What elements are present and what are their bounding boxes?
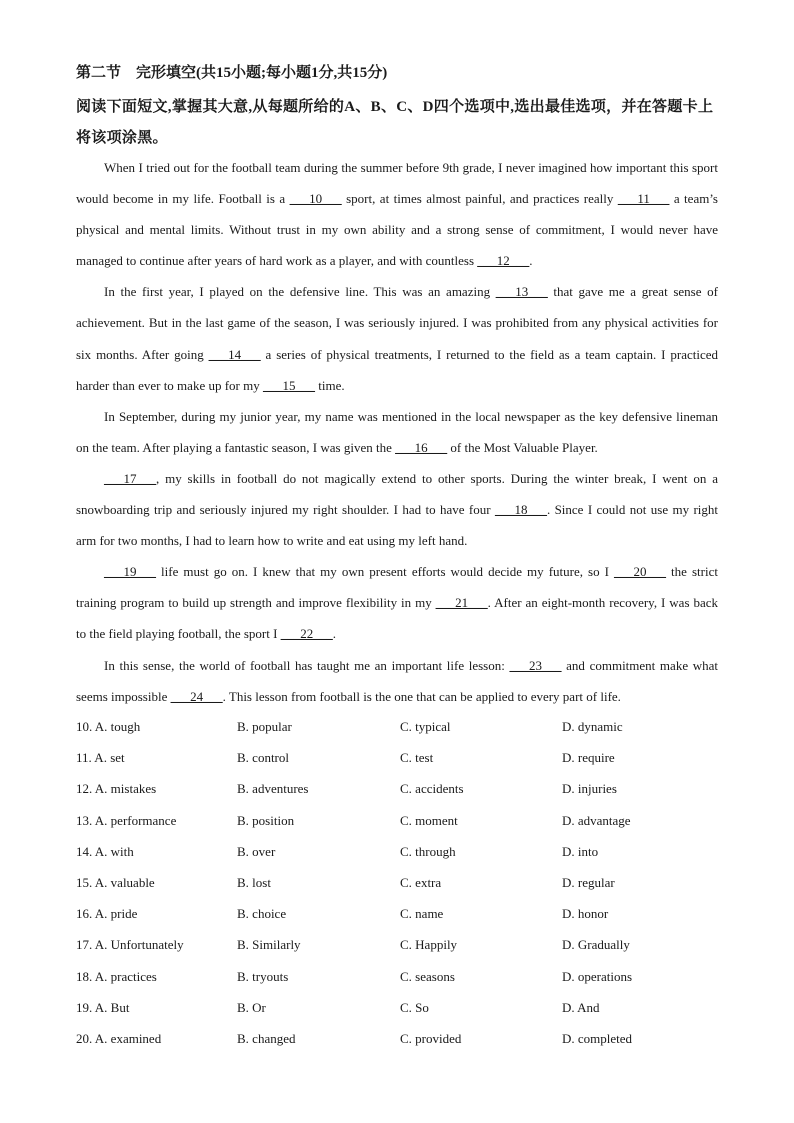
answer-choice[interactable]: C. seasons: [400, 968, 455, 984]
answer-choice[interactable]: B. popular: [237, 719, 292, 734]
passage-text: a series of physical treatments, I returned to the field as a team captain. I practiced harder than ever to make up for my: [76, 346, 718, 393]
passage-text: .: [529, 253, 533, 269]
passage-text: In this sense, the world of football has taught me an important life lesson:: [104, 657, 510, 673]
passage-text: and commitment make what seems impossible: [76, 657, 719, 704]
passage-text: time.: [314, 377, 345, 393]
section-instructions: 阅读下面短文,掌握其大意,从每题所给的A、B、C、D四个选项中,选出最佳选项，并在答题卡上将该项涂黑。: [76, 99, 714, 146]
passage-text: In September, during my junior year, my name was mentioned in the local newspaper as the key defensive lineman on the team. After playing a fantastic season, I was given the: [76, 408, 718, 455]
option-row: [76, 743, 726, 774]
answer-choice[interactable]: 12. A. mistakes: [76, 781, 157, 797]
answer-choice[interactable]: C. Happily: [400, 937, 458, 953]
passage-text: life must go on. I knew that my own present efforts would decide my future, so I: [156, 564, 615, 580]
option-row: [76, 774, 726, 805]
answer-choice[interactable]: B. adventures: [237, 781, 309, 797]
answer-choice[interactable]: D. require: [562, 750, 615, 766]
answer-choice[interactable]: 17. A. Unfortunately: [76, 937, 184, 953]
passage-paragraph: [76, 152, 718, 276]
answer-choice[interactable]: B. over: [237, 843, 276, 859]
answer-choice[interactable]: C. typical: [400, 719, 451, 734]
option-row: [76, 1024, 726, 1055]
answer-choice[interactable]: B. Or: [237, 999, 266, 1015]
cloze-blank[interactable]: ___12___: [477, 253, 530, 269]
answer-choice[interactable]: D. dynamic: [562, 719, 623, 734]
cloze-blank[interactable]: ___18___: [494, 502, 547, 518]
passage-text: In the first year, I played on the defensive line. This was an amazing: [104, 284, 496, 300]
cloze-blank[interactable]: ___13___: [495, 284, 548, 300]
answer-choice[interactable]: 11. A. set: [76, 750, 125, 766]
cloze-passage: [76, 152, 718, 712]
passage-text: a team’s physical and mental limits. Without trust in my own ability and a strong sense of commitment, I would never have managed to continue after years of hard work as a player, and with countless: [76, 191, 718, 269]
answer-choice[interactable]: D. And: [562, 999, 600, 1015]
option-row: [76, 993, 726, 1024]
option-row: [76, 962, 726, 993]
passage-text: sport, at times almost painful, and practices really: [341, 191, 618, 207]
cloze-blank[interactable]: ___17___: [104, 470, 156, 486]
answer-choice[interactable]: D. honor: [562, 906, 609, 922]
passage-text: .: [332, 626, 336, 642]
cloze-blank[interactable]: ___24___: [170, 688, 223, 704]
passage-text: of the Most Valuable Player.: [447, 439, 598, 455]
answer-choice[interactable]: C. extra: [400, 874, 442, 890]
answer-choice[interactable]: B. lost: [237, 874, 271, 890]
answer-choice[interactable]: 10. A. tough: [76, 719, 141, 734]
cloze-blank[interactable]: ___21___: [435, 595, 488, 611]
answer-choice[interactable]: B. changed: [237, 1030, 296, 1046]
cloze-blank[interactable]: ___10___: [289, 191, 342, 207]
answer-choice[interactable]: D. completed: [562, 1030, 633, 1046]
cloze-blank[interactable]: ___14___: [208, 346, 261, 362]
passage-text: . This lesson from football is the one that can be applied to every part of life.: [222, 688, 621, 704]
answer-choice[interactable]: 19. A. But: [76, 999, 130, 1015]
answer-choice[interactable]: C. through: [400, 843, 456, 859]
option-row: [76, 930, 726, 961]
answer-choice[interactable]: C. test: [400, 750, 434, 766]
passage-text: the strict training program to build up strength and improve flexibility in my: [76, 564, 718, 611]
answer-choice[interactable]: B. Similarly: [237, 937, 301, 953]
answer-choice[interactable]: D. regular: [562, 874, 615, 890]
section-heading: 第二节 完形填空(共15小题;每小题1分,共15分): [76, 65, 388, 81]
answer-choice[interactable]: 18. A. practices: [76, 968, 157, 984]
answer-choice[interactable]: D. injuries: [562, 781, 617, 797]
cloze-blank[interactable]: ___16___: [395, 439, 448, 455]
answer-choice[interactable]: 13. A. performance: [76, 812, 177, 828]
answer-choice[interactable]: D. advantage: [562, 812, 631, 828]
option-row: [76, 806, 726, 837]
passage-text: , my skills in football do not magically extend to other sports. During the winter break, I went on a snowboarding trip and seriously injured my right shoulder. I had to have four: [76, 470, 718, 518]
passage-text: . Since I could not use my right arm for two months, I had to learn how to write and eat using my left hand.: [76, 502, 718, 549]
cloze-blank[interactable]: ___19___: [104, 564, 156, 580]
answer-choice[interactable]: C. So: [400, 999, 429, 1015]
answer-choice[interactable]: 15. A. valuable: [76, 874, 155, 890]
answer-choice[interactable]: D. operations: [562, 968, 633, 984]
passage-text: . After an eight-month recovery, I was back to the field playing football, the sport I: [76, 595, 718, 642]
option-row: [76, 712, 726, 743]
answer-choice[interactable]: C. accidents: [400, 781, 464, 797]
passage-paragraph: [76, 276, 718, 400]
answer-choice[interactable]: B. control: [237, 750, 289, 766]
cloze-blank[interactable]: ___20___: [614, 564, 667, 580]
answer-choice[interactable]: C. provided: [400, 1030, 462, 1046]
answer-choice[interactable]: B. choice: [237, 906, 287, 922]
answer-choice[interactable]: C. moment: [400, 812, 458, 828]
passage-paragraph: [76, 556, 718, 649]
answer-choice[interactable]: 14. A. with: [76, 843, 134, 859]
passage-text: that gave me a great sense of achievement. But in the last game of the season, I was seriously injured. I was prohibited from any physical activities for six months. After going: [76, 284, 718, 362]
passage-paragraph: [76, 463, 718, 556]
answer-choice[interactable]: 16. A. pride: [76, 906, 138, 922]
passage-paragraph: [76, 650, 718, 712]
answer-choice[interactable]: B. position: [237, 812, 295, 828]
answer-choice[interactable]: D. Gradually: [562, 937, 630, 953]
answer-choice[interactable]: 20. A. examined: [76, 1030, 162, 1046]
option-row: [76, 868, 726, 899]
answer-choice[interactable]: D. into: [562, 843, 599, 859]
option-row: [76, 899, 726, 930]
cloze-blank[interactable]: ___22___: [280, 626, 333, 642]
cloze-blank[interactable]: ___11___: [617, 191, 670, 207]
cloze-blank[interactable]: ___15___: [262, 377, 315, 393]
answer-choice[interactable]: C. name: [400, 906, 444, 922]
answer-options: [76, 712, 726, 1055]
option-row: [76, 837, 726, 868]
passage-text: When I tried out for the football team during the summer before 9th grade, I never imagined how important this sport would become in my life. Football is a: [76, 160, 718, 207]
answer-choice[interactable]: B. tryouts: [237, 968, 289, 984]
cloze-blank[interactable]: ___23___: [509, 657, 562, 673]
passage-paragraph: [76, 401, 718, 463]
